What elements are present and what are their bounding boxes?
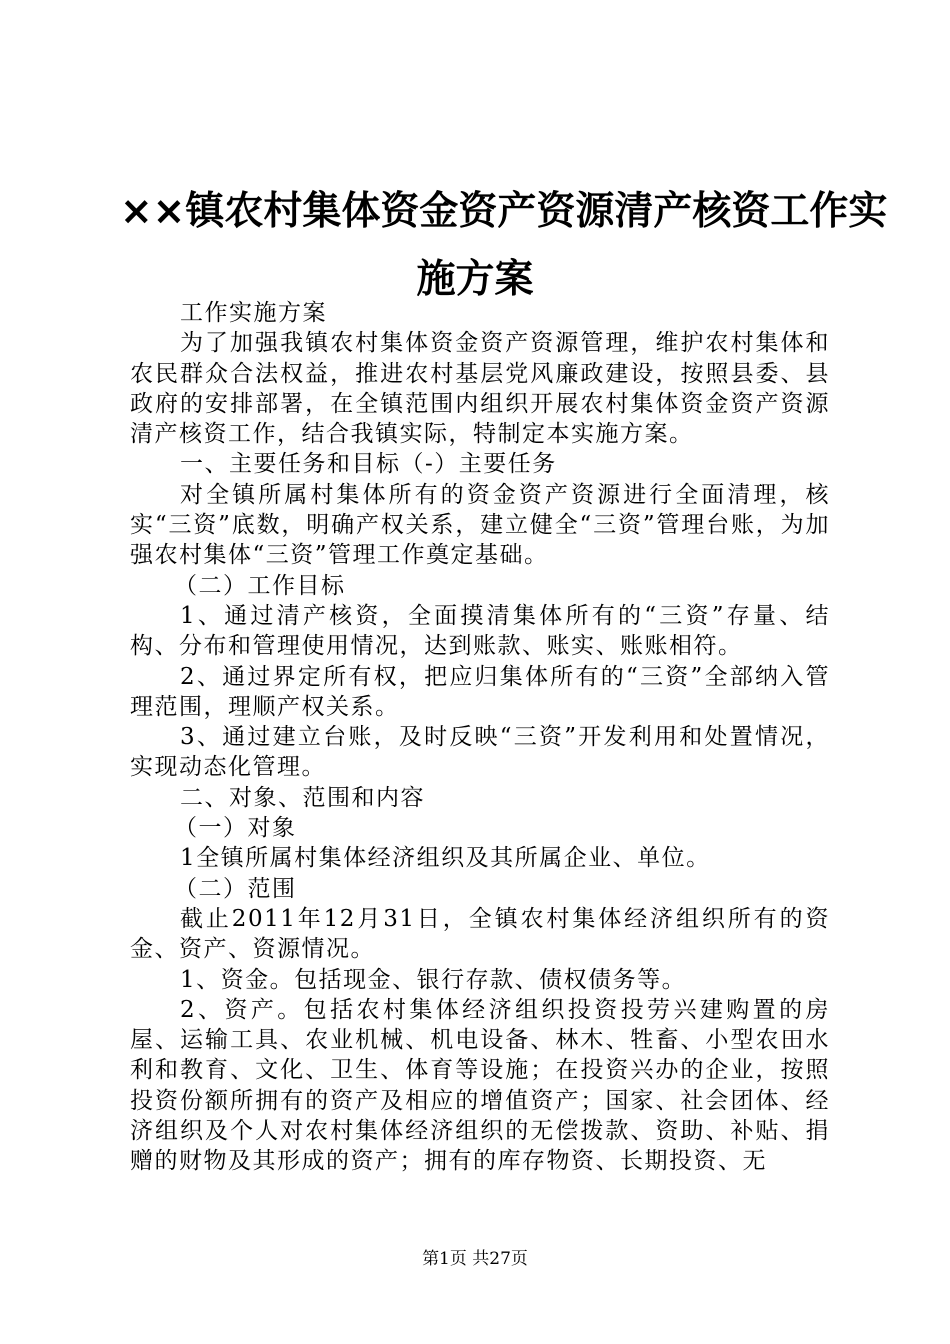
paragraph: 为了加强我镇农村集体资金资产资源管理，维护农村集体和农民群众合法权益，推进农村基层党风廉政建设，按照县委、县政府的安排部署，在全镇范围内组织开展农村集体资金资产资源清产核资工作，结合我镇实际，特制定本实施方案。 [130, 330, 830, 448]
paragraph: 2、通过界定所有权，把应归集体所有的“三资”全部纳入管理范围，理顺产权关系。 [130, 663, 830, 720]
subsection-heading: （二）工作目标 [174, 572, 346, 599]
paragraph: 1、通过清产核资，全面摸清集体所有的“三资”存量、结构、分布和管理使用情况，达到账款、账实、账账相符。 [130, 602, 830, 660]
document-title [120, 178, 888, 314]
title-line-1: ××镇农村集体资金资产资源清产核资工作实 [120, 189, 888, 234]
paragraph: 对全镇所属村集体所有的资金资产资源进行全面清理，核实“三资”底数，明确产权关系，建立健全“三资”管理台账，为加强农村集体“三资”管理工作奠定基础。 [130, 481, 830, 569]
paragraph: 1、资金。包括现金、银行存款、债权债务等。 [180, 966, 687, 993]
title-line-2: 施方案 [416, 257, 534, 302]
document-body [130, 298, 830, 1177]
section-heading: 一、主要任务和目标（-）主要任务 [180, 451, 557, 478]
paragraph: 工作实施方案 [180, 300, 327, 326]
paragraph: 截止2011年12月31日，全镇农村集体经济组织所有的资金、资产、资源情况。 [130, 905, 830, 963]
paragraph: 1全镇所属村集体经济组织及其所属企业、单位。 [180, 845, 711, 872]
paragraph: 3、通过建立台账，及时反映“三资”开发利用和处置情况，实现动态化管理。 [130, 724, 830, 781]
paragraph: 2、资产。包括农村集体经济组织投资投劳兴建购置的房屋、运输工具、农业机械、机电设备、林木、牲畜、小型农田水利和教育、文化、卫生、体育等设施；在投资兴办的企业，按照投资份额所拥有的资产及相应的增值资产；国家、社会团体、经济组织及个人对农村集体经济组织的无偿拨款、资助、补贴、捐赠的财物及其形成的资产；拥有的库存物资、长期投资、无 [130, 996, 830, 1175]
section-heading: 二、对象、范围和内容 [180, 784, 425, 811]
subsection-heading: （二）范围 [174, 875, 297, 902]
page-footer: 第1页 共27页 [422, 1249, 528, 1269]
subsection-heading: （一）对象 [174, 815, 297, 842]
